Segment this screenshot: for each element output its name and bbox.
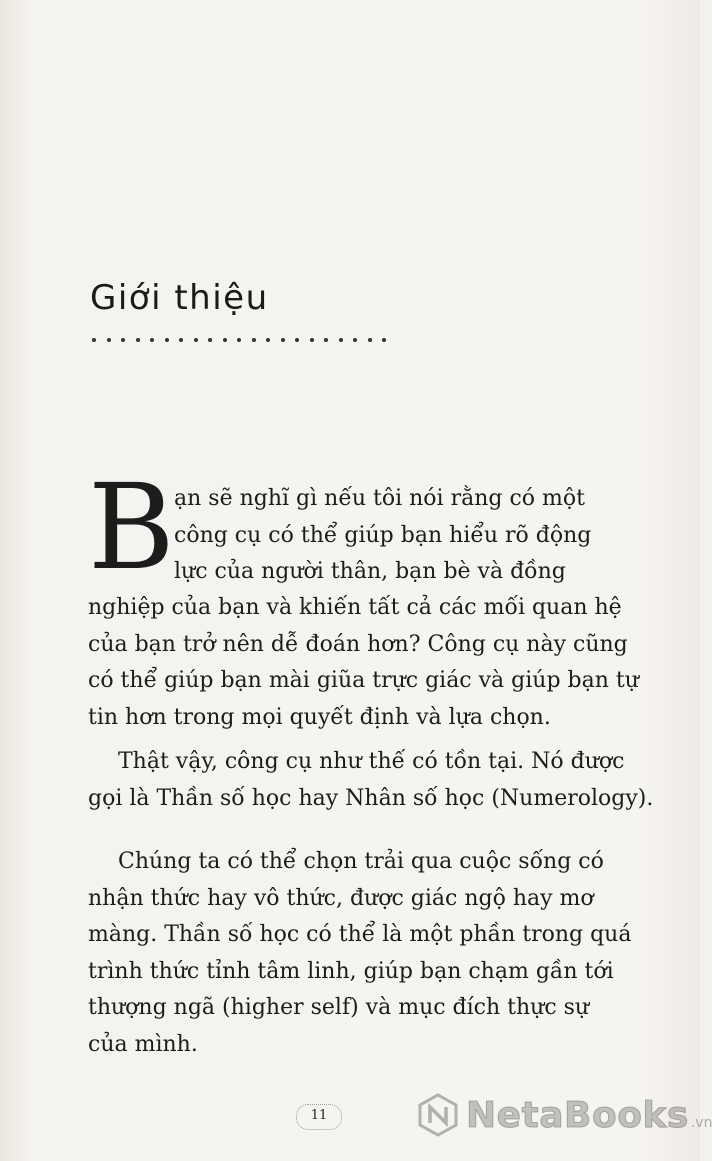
text-line: Chúng ta có thể chọn trải qua cuộc sống có (118, 849, 604, 874)
text-line: của mình. (88, 1031, 198, 1057)
watermark-suffix: .vn (690, 1115, 712, 1131)
text-line: tin hơn trong mọi quyết định và lựa chọn. (88, 704, 551, 730)
text-line: nhận thức hay vô thức, được giác ngộ hay mơ (88, 885, 594, 911)
paragraph-3 (88, 844, 632, 1063)
text-line: màng. Thần số học có thể là một phần trong quá (88, 922, 632, 947)
netabooks-logo-icon (416, 1093, 460, 1137)
text-line: có thể giúp bạn mài giũa trực giác và giúp bạn tự (88, 668, 639, 693)
text-line: thượng ngã (higher self) và mục đích thực sự (88, 995, 590, 1020)
paragraph-1-continued (88, 590, 639, 736)
text-line: ạn sẽ nghĩ gì nếu tôi nói rằng có một (174, 486, 585, 511)
text-line: công cụ có thể giúp bạn hiểu rõ động (174, 522, 592, 548)
text-line: lực của người thân, bạn bè và đồng (174, 559, 566, 584)
paragraph-1-indented (174, 481, 594, 591)
watermark-brand: NetaBooks (466, 1094, 689, 1136)
page-number: 11 (300, 1102, 338, 1130)
bleed-through-text (70, 128, 590, 508)
text-line: nghiệp của bạn và khiến tất cả các mối quan hệ (88, 595, 622, 620)
text-line: gọi là Thần số học hay Nhân số học (Numerology). (88, 785, 654, 811)
text-line: trình thức tỉnh tâm linh, giúp bạn chạm gần tới (88, 958, 614, 984)
title-dotted-divider (92, 338, 386, 342)
drop-cap: B (88, 458, 175, 596)
text-line: của bạn trở nên dễ đoán hơn? Công cụ này cũng (88, 631, 628, 657)
chapter-title: Giới thiệu (90, 278, 269, 318)
watermark (416, 1093, 712, 1137)
paragraph-2 (88, 744, 654, 817)
text-line: Thật vậy, công cụ như thế có tồn tại. Nó được (118, 749, 625, 774)
